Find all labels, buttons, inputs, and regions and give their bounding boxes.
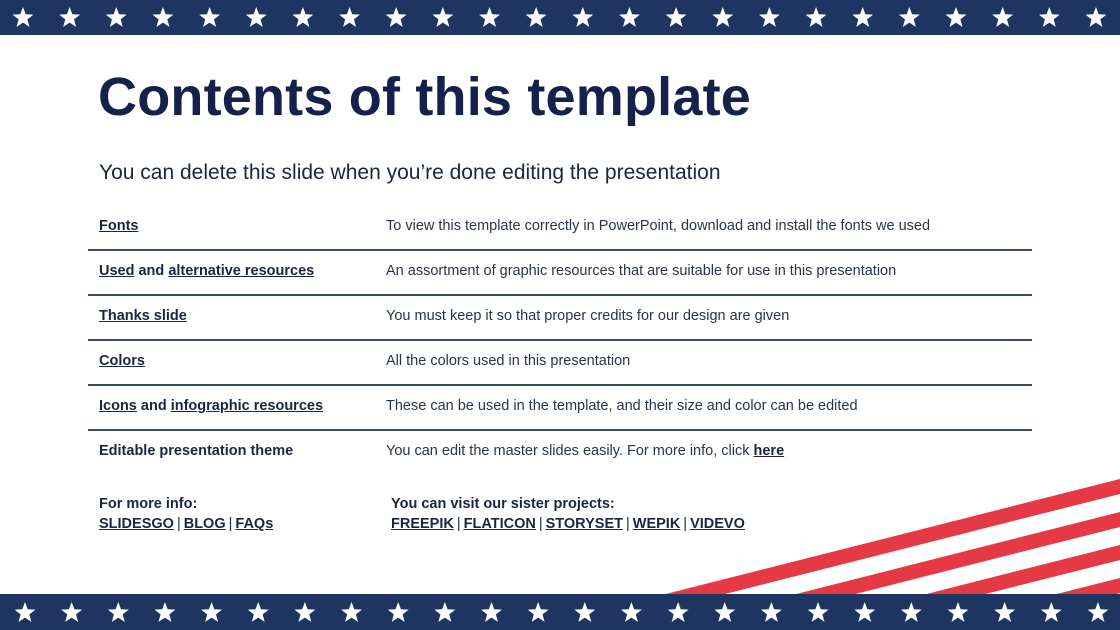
table-row bbox=[88, 296, 1032, 341]
star-row bbox=[0, 594, 1120, 630]
star-icon bbox=[61, 602, 82, 622]
row-label-text: and bbox=[136, 398, 171, 414]
row-description: An assortment of graphic resources that are suitable for use in this presentation bbox=[386, 263, 897, 279]
star-icon bbox=[808, 602, 829, 622]
star-icon bbox=[108, 602, 129, 622]
storyset-link[interactable]: STORYSET bbox=[545, 516, 623, 532]
star-icon bbox=[948, 602, 969, 622]
flaticon-link[interactable]: FLATICON bbox=[463, 516, 536, 532]
table-row bbox=[88, 341, 1032, 386]
star-icon bbox=[481, 602, 502, 622]
star-icon bbox=[761, 602, 782, 622]
star-icon bbox=[15, 602, 36, 622]
star-icon bbox=[154, 602, 175, 622]
fonts-link[interactable]: Fonts bbox=[99, 218, 139, 234]
used-resources-link[interactable]: Used bbox=[99, 263, 135, 279]
page-title: Contents of this template bbox=[98, 67, 752, 127]
star-icon bbox=[434, 602, 455, 622]
bottom-star-band bbox=[0, 594, 1120, 630]
star-icon bbox=[1087, 602, 1108, 622]
star-icon bbox=[201, 602, 222, 622]
colors-link[interactable]: Colors bbox=[99, 353, 145, 369]
separator: | bbox=[625, 516, 630, 532]
sister-projects-links bbox=[391, 514, 745, 534]
star-icon bbox=[341, 602, 362, 622]
table-row bbox=[88, 206, 1032, 251]
here-link[interactable]: here bbox=[753, 443, 785, 459]
sister-projects-block bbox=[391, 494, 745, 534]
contents-table bbox=[88, 206, 1032, 474]
more-info-block bbox=[99, 494, 273, 534]
table-row bbox=[88, 386, 1032, 431]
row-description: You must keep it so that proper credits for our design are given bbox=[386, 308, 790, 324]
separator: | bbox=[683, 516, 688, 532]
wepik-link[interactable]: WEPIK bbox=[632, 516, 681, 532]
alternative-resources-link[interactable]: alternative resources bbox=[168, 263, 315, 279]
infographic-resources-link[interactable]: infographic resources bbox=[170, 398, 324, 414]
freepik-link[interactable]: FREEPIK bbox=[391, 516, 454, 532]
star-icon bbox=[388, 602, 409, 622]
star-icon bbox=[528, 602, 549, 622]
more-info-links bbox=[99, 514, 273, 534]
thanks-slide-link[interactable]: Thanks slide bbox=[99, 308, 187, 324]
table-row bbox=[88, 251, 1032, 296]
separator: | bbox=[538, 516, 543, 532]
row-label bbox=[99, 443, 293, 459]
separator: | bbox=[456, 516, 461, 532]
star-icon bbox=[901, 602, 922, 622]
page-subtitle: You can delete this slide when you’re done editing the presentation bbox=[99, 161, 721, 184]
star-icon bbox=[854, 602, 875, 622]
star-icon bbox=[668, 602, 689, 622]
star-icon bbox=[714, 602, 735, 622]
sister-projects-label: You can visit our sister projects: bbox=[391, 496, 615, 512]
star-icon bbox=[621, 602, 642, 622]
star-icon bbox=[248, 602, 269, 622]
row-label bbox=[99, 398, 323, 414]
row-description-text: You can edit the master slides easily. For more info, click bbox=[386, 443, 754, 459]
row-label-text: and bbox=[134, 263, 169, 279]
row-label bbox=[99, 218, 138, 234]
more-info-label: For more info: bbox=[99, 496, 198, 512]
row-label bbox=[99, 353, 145, 369]
star-icon bbox=[1041, 602, 1062, 622]
star-icon bbox=[294, 602, 315, 622]
faqs-link[interactable]: FAQs bbox=[235, 516, 274, 532]
separator: | bbox=[228, 516, 233, 532]
row-description: These can be used in the template, and their size and color can be edited bbox=[386, 398, 858, 414]
separator: | bbox=[176, 516, 181, 532]
row-label bbox=[99, 308, 187, 324]
row-description bbox=[386, 443, 784, 459]
blog-link[interactable]: BLOG bbox=[183, 516, 226, 532]
videvo-link[interactable]: VIDEVO bbox=[690, 516, 745, 532]
table-row bbox=[88, 431, 1032, 474]
row-label bbox=[99, 263, 314, 279]
star-icon bbox=[994, 602, 1015, 622]
slidesgo-link[interactable]: SLIDESGO bbox=[99, 516, 174, 532]
editable-theme-label: Editable presentation theme bbox=[99, 443, 294, 459]
icons-link[interactable]: Icons bbox=[99, 398, 137, 414]
star-icon bbox=[574, 602, 595, 622]
row-description: All the colors used in this presentation bbox=[386, 353, 631, 369]
row-description: To view this template correctly in PowerPoint, download and install the fonts we used bbox=[386, 218, 931, 234]
